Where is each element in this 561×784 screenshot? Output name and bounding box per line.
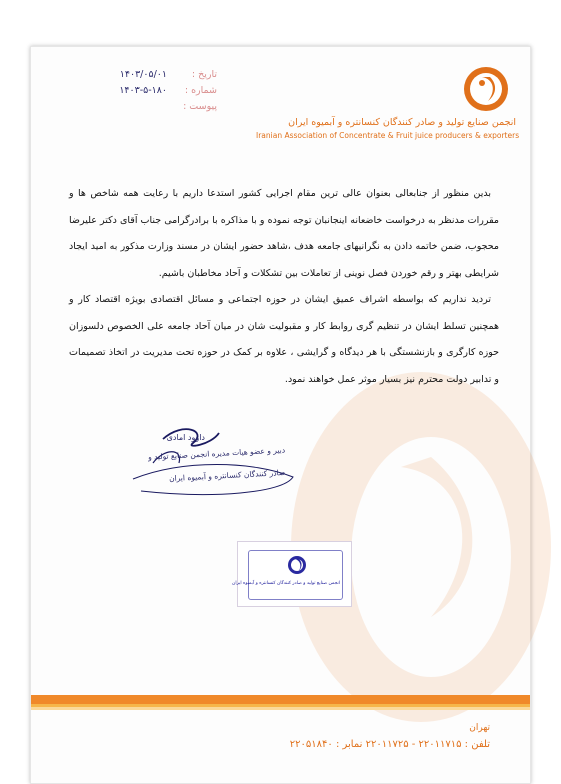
organization-name-fa: انجمن صنایع تولید و صادر کنندگان کنسانتره و آبمیوه ایران: [288, 117, 516, 128]
date-label: تاریخ :: [191, 69, 217, 80]
body-paragraph: تردید نداریم که بواسطه اشراف عمیق ایشان در حوزه اجتماعی و مسائل اقتصادی بویژه اقتصاد کار و همچنین تسلط ایشان در تنظیم گری روابط کار و مقبولیت شان در میان آحاد جامعه علی الخصوص دلسوزان حوزه کارگری و بازنشستگی با هر دیدگاه و گرایشی ، علاوه بر کمک در حوزه تحت مدیریت در اتخاذ تصمیمات و تدابیر دولت محترم نیز بسیار موثر عمل خواهند نمود.: [69, 294, 499, 385]
letter-body: [69, 181, 499, 393]
organization-name-en: Iranian Association of Concentrate & Fruit juice producers & exporters: [256, 131, 520, 140]
stamp-text: انجمن صنایع تولید و صادر کنندگان کنسانتره و آبمیوه ایران: [232, 581, 340, 586]
signer-title-line2: صادر کنندگان کنسانتره و آبمیوه ایران: [168, 467, 286, 484]
date-value: ۱۴۰۳/۰۵/۰۱: [119, 69, 167, 80]
footer-city: تهران: [469, 723, 490, 733]
signer-title-line1: دبیر و عضو هیات مدیره انجمن صنایع تولید و: [147, 445, 286, 462]
body-paragraph: بدین منظور از جنابعالی بعنوان عالی ترین مقام اجرایی کشور استدعا داریم با رعایت همه شاخص ها و مقررات مدنظر به درخواست خاضعانه اینجانبان توجه نموده و با مذاکره با برادرگرامی جناب آقای دکتر علیرضا محجوب، ضمن خاتمه دادن به نگرانیهای جامعه هدف ،شاهد حضور ایشان در مسند وزارت مذکور به امید ایجاد شرایطی بهتر و رقم خوردن فصل نوینی از تعاملات بین تشکلات و آحاد مخاطبان باشیم.: [69, 188, 499, 279]
number-row: [57, 85, 217, 101]
signer-name: داوود امادی: [166, 433, 205, 442]
official-stamp: [232, 541, 352, 607]
number-value: ۱۴۰۳-۵-۱۸۰: [119, 85, 167, 96]
organization-logo-icon: [462, 65, 510, 113]
attachment-row: [57, 101, 217, 117]
date-row: [57, 69, 217, 85]
attachment-label: پیوست :: [183, 101, 217, 112]
footer-decoration: [31, 695, 530, 715]
handwritten-signature-icon: [93, 419, 303, 499]
footer-bar-orange: [31, 695, 530, 704]
footer-bar-light: [31, 707, 530, 710]
footer-contact: تلفن : ۲۲۰۱۱۷۱۵ - ۲۲۰۱۱۷۲۵ نمابر : ۲۲۰۵۱۸۴۰: [289, 739, 490, 750]
letter-meta: [57, 69, 217, 117]
number-label: شماره :: [184, 85, 217, 96]
signature-block: [93, 419, 303, 499]
letter-page: [30, 46, 531, 784]
stamp-logo-icon: [287, 553, 307, 577]
stamp-border: [232, 550, 343, 600]
